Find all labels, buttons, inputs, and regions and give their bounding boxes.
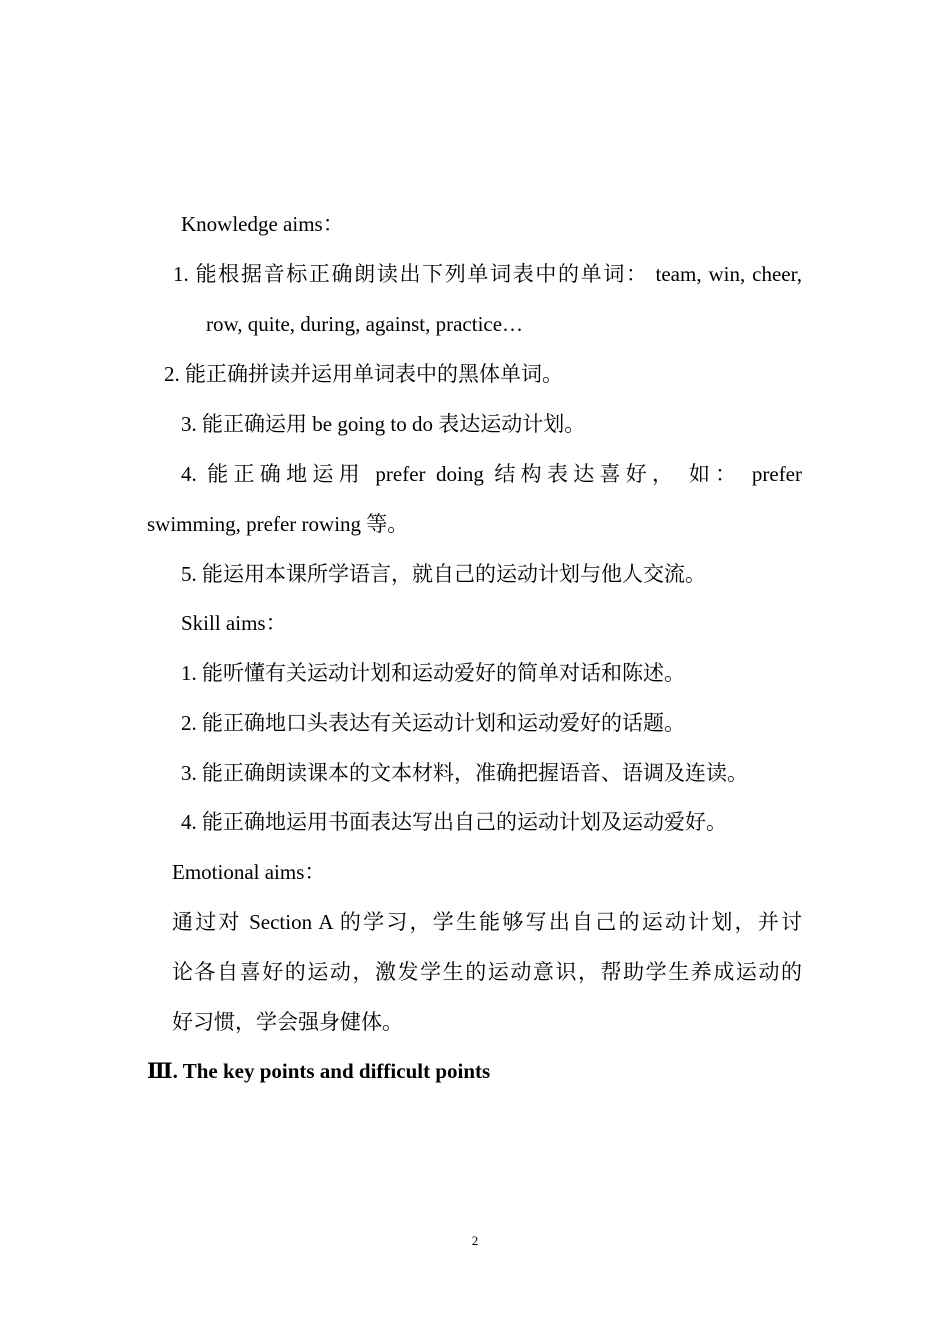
emotional-aims-line-1: 通过对 Section A 的学习，学生能够写出自己的运动计划，并讨: [172, 910, 802, 934]
knowledge-item-2: 2. 能正确拼读并运用单词表中的黑体单词。: [164, 362, 563, 386]
emotional-aims-line-3: 好习惯，学会强身健体。: [172, 1010, 403, 1034]
page-number: 2: [471, 1233, 479, 1248]
knowledge-item-1-line-1: 1. 能根据音标正确朗读出下列单词表中的单词： team, win, cheer,: [173, 262, 802, 286]
knowledge-item-4-line-1: 4. 能正确地运用 prefer doing 结构表达喜好， 如： prefer: [181, 462, 802, 486]
skill-item-3: 3. 能正确朗读课本的文本材料，准确把握语音、语调及连读。: [181, 761, 748, 785]
emotional-aims-line-2: 论各自喜好的运动，激发学生的运动意识，帮助学生养成运动的: [172, 960, 802, 984]
knowledge-item-1-line-2: row, quite, during, against, practice…: [206, 312, 524, 336]
emotional-aims-heading: Emotional aims：: [172, 860, 326, 884]
knowledge-aims-heading: Knowledge aims：: [181, 212, 344, 236]
skill-item-4: 4. 能正确地运用书面表达写出自己的运动计划及运动爱好。: [181, 810, 727, 834]
section-heading: Ⅲ. The key points and difficult points: [147, 1059, 491, 1083]
knowledge-item-4-line-2: swimming, prefer rowing 等。: [147, 512, 409, 536]
knowledge-item-3: 3. 能正确运用 be going to do 表达运动计划。: [181, 412, 586, 436]
skill-item-1: 1. 能听懂有关运动计划和运动爱好的简单对话和陈述。: [181, 661, 685, 685]
skill-item-2: 2. 能正确地口头表达有关运动计划和运动爱好的话题。: [181, 711, 685, 735]
skill-aims-heading: Skill aims：: [181, 611, 287, 635]
knowledge-item-5: 5. 能运用本课所学语言，就自己的运动计划与他人交流。: [181, 562, 706, 586]
